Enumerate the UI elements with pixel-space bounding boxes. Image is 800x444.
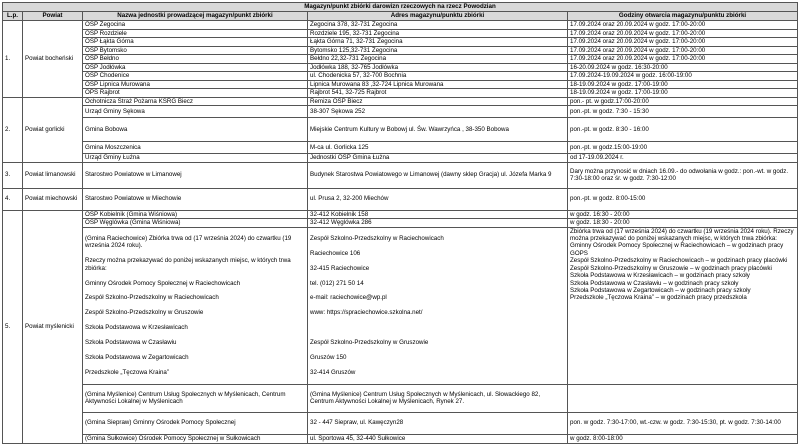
line: Gruszów 150 xyxy=(310,353,347,361)
table-row xyxy=(3,29,798,38)
hours-cell: 18-19.09.2024 w godz. 17:00-19:00 xyxy=(568,89,798,98)
line: Szkoła Podstawowa w Czasławiu – w godzinach pracy szkoły xyxy=(570,279,739,287)
address-cell: Żegocina 378, 32-731 Żegocina xyxy=(308,21,568,30)
name-cell: OSP Węglówka (Gmina Wiśniowa) xyxy=(83,219,308,228)
hours-cell: pon.- pt. w godz.17:00-20:00 xyxy=(568,97,798,106)
line: Gminny Ośrodek Pomocy Społecznej w Raciechowicach xyxy=(85,279,241,287)
table-row xyxy=(3,97,798,106)
lp-cell: 4. xyxy=(3,188,23,210)
line: Szkoła Podstawowa w Krzesławicach – w godzinach pracy szkoły xyxy=(570,272,750,280)
address-cell: ul. Prusa 2, 32-200 Miechów xyxy=(308,188,568,210)
address-cell: Miejskie Centrum Kultury w Bobowj ul. Św. Wawrzyńca , 38-350 Bobowa xyxy=(308,118,568,142)
lp-cell: 5. xyxy=(3,210,23,443)
line: Zespół Szkolno-Przedszkolny w Gruszowie – w godzinach pracy placówki xyxy=(570,264,772,272)
name-cell: OPS Rajbrot xyxy=(83,89,308,98)
address-cell: Bytomsko 125,32-731 Żegocina xyxy=(308,46,568,55)
table-row xyxy=(3,55,798,64)
hours-cell: 17.09.2024-19.09.2024 w godz. 16:00-19:00 xyxy=(568,72,798,81)
table-row xyxy=(3,63,798,72)
name-cell: OSP Lipnica Murowana xyxy=(83,80,308,89)
table-row xyxy=(3,219,798,228)
line: (Gmina Raciechowice) Zbiórka trwa od (17 września 2024) do czwartku (19 września 2024 roku). xyxy=(85,234,292,250)
line: Szkoła Podstawowa w Czasławiu xyxy=(85,339,177,347)
hours-cell: w godz. 8:00-18:00 xyxy=(568,434,798,443)
table-row xyxy=(3,412,798,434)
name-cell: OSP Jodłówka xyxy=(83,63,308,72)
name-cell: OSP Kobielnik (Gmina Wiśniowa) xyxy=(83,210,308,219)
hours-cell: 17.09.2024 oraz 20.09.2024 w godz. 17:00-20:00 xyxy=(568,38,798,47)
address-cell: 38-307 Sękowa 252 xyxy=(308,106,568,118)
lp-cell: 2. xyxy=(3,97,23,162)
table-row xyxy=(3,384,798,412)
line: Przedszkole „Tęczowa Kraina” xyxy=(85,368,169,376)
hours-cell xyxy=(568,227,798,384)
line: Szkoła Podstawowa w Zegartowicach xyxy=(85,353,189,361)
header-powiat: Powiat xyxy=(23,12,83,21)
line: Zespół Szkolno-Przedszkolny w Gruszowie xyxy=(85,309,204,317)
hours-cell: pon.-pt. w godz. 7:30 - 15:30 xyxy=(568,106,798,118)
line: Szkoła Podstawowa w Krzesławicach xyxy=(85,324,188,332)
header-lp: L.p. xyxy=(3,12,23,21)
header-row xyxy=(3,12,798,21)
line: Przedszkole „Tęczowa Kraina” – w godzinach pracy przedszkola xyxy=(570,294,747,302)
hours-cell: 17.09.2024 oraz 20.09.2024 w godz. 17:00-20:00 xyxy=(568,46,798,55)
table-row xyxy=(3,118,798,142)
name-cell: Urząd Gminy Łużna xyxy=(83,154,308,163)
header-name: Nazwa jednostki prowadzącej magazyn/punkt zbiórki xyxy=(83,12,308,21)
table-row xyxy=(3,162,798,188)
name-cell: (Gmina Siepraw) Gminny Ośrodek Pomocy Społecznej xyxy=(83,412,308,434)
hours-cell: 17.09.2024 oraz 20.09.2024 w godz. 17:00-20:00 xyxy=(568,21,798,30)
table-row xyxy=(3,142,798,154)
address-cell: Łąkta Górna 71, 32-731 Żegocina xyxy=(308,38,568,47)
name-cell: (Gmina Myślenice) Centrum Usług Społecznych w Myślenicach, Centrum Aktywności Lokalnej w Myślenicach xyxy=(83,384,308,412)
name-cell: Gmina Moszczenica xyxy=(83,142,308,154)
lp-cell: 3. xyxy=(3,162,23,188)
address-cell: (Gmina Myślenice) Centrum Usług Społecznych w Myślenicach, ul. Słowackiego 82, Centrum Aktywności Lokalnej w Myślenicach, Rynek 27. xyxy=(308,384,568,412)
name-cell: OSP Rozdziele xyxy=(83,29,308,38)
address-cell: Rozdziele 195, 32-731 Żegocina xyxy=(308,29,568,38)
line xyxy=(310,324,565,331)
table-row xyxy=(3,89,798,98)
table-row xyxy=(3,188,798,210)
hours-cell: od 17-19.09.2024 r. xyxy=(568,154,798,163)
table-row xyxy=(3,38,798,47)
address-cell: M-ca ul. Gorlicka 125 xyxy=(308,142,568,154)
line: 32-414 Gruszów xyxy=(310,368,356,376)
address-cell: Remiza OSP Biecz xyxy=(308,97,568,106)
line: Zbiórka trwa od (17 września 2024) do czwartku (19 września 2024 roku). Rzeczy można przekazywać do poniżej wskazanych miejsc, w których trwa zbiórka: xyxy=(570,227,794,242)
hours-cell: pon.-pt. w godz. 8:00-15:00 xyxy=(568,188,798,210)
address-cell: ul. Sportowa 45, 32-440 Sułkowice xyxy=(308,434,568,443)
address-cell: Jednostki OSP Gmina Łużna xyxy=(308,154,568,163)
name-cell: OSP Żegocina xyxy=(83,21,308,30)
name-cell: Gmina Bobowa xyxy=(83,118,308,142)
table-row xyxy=(3,80,798,89)
line: Rzeczy można przekazywać do poniżej wskazanych miejsc, w których trwa zbiórka: xyxy=(85,257,291,272)
table-row xyxy=(3,106,798,118)
hours-cell xyxy=(568,384,798,412)
address-cell xyxy=(308,227,568,384)
hours-cell: Dary można przynosić w dniach 16.09.- do odwołania w godz.: pon.-wt. w godz. 7:30-18:00 oraz śr. w godz. 7:30-12:00 xyxy=(568,162,798,188)
table-row xyxy=(3,434,798,443)
table-row xyxy=(3,210,798,219)
name-cell: OSP Chodenice xyxy=(83,72,308,81)
address-cell: 32 - 447 Siepraw, ul. Kawęczyn28 xyxy=(308,412,568,434)
address-cell: Jodłówka 188, 32-765 Jodłówka xyxy=(308,63,568,72)
title-row xyxy=(3,3,798,12)
hours-cell: w godz. 16:30 - 20:00 xyxy=(568,210,798,219)
name-cell xyxy=(83,227,308,384)
address-cell: 32-412 Kobielnik 158 xyxy=(308,210,568,219)
powiat-cell: Powiat gorlicki xyxy=(23,97,83,162)
table-row xyxy=(3,154,798,163)
line: Zespół Szkolno-Przedszkolny w Raciechowicach – w godzinach pracy placówki xyxy=(570,257,788,265)
table-row-raciechowice xyxy=(3,227,798,384)
hours-cell: 18-19.09.2024 w godz. 17:00-19:00 xyxy=(568,80,798,89)
name-cell: Ochotnicza Straż Pożarna KSRG Biecz xyxy=(83,97,308,106)
address-cell: Bełdno 22,32-731 Żegocina xyxy=(308,55,568,64)
header-hours: Godziny otwarcia magazynu/punktu zbiórki xyxy=(568,12,798,21)
hours-cell: 16-20.09.2024 w godz. 16:30-20:00 xyxy=(568,63,798,72)
name-cell: Urząd Gminy Sękowa xyxy=(83,106,308,118)
name-cell: OSP Łąkta Górna xyxy=(83,38,308,47)
name-cell: Starostwo Powiatowe w Miechowie xyxy=(83,188,308,210)
address-cell: 32-412 Węglówka 286 xyxy=(308,219,568,228)
collection-points-table xyxy=(2,2,798,444)
line: Szkoła Podstawowa w Zegartowicach – w godzinach pracy szkoły xyxy=(570,287,751,294)
powiat-cell: Powiat myślenicki xyxy=(23,210,83,443)
line: tel. (012) 271 50 14 xyxy=(310,279,364,287)
table-row xyxy=(3,46,798,55)
line: Raciechowice 106 xyxy=(310,249,361,257)
powiat-cell: Powiat miechowski xyxy=(23,188,83,210)
table-title: Magazyn/punkt zbiórki darowizn rzeczowych na rzecz Powodzian xyxy=(3,3,798,12)
table-row xyxy=(3,72,798,81)
hours-cell: 17.09.2024 oraz 20.09.2024 w godz. 17:00-20:00 xyxy=(568,55,798,64)
address-cell: ul. Chodenicka 57, 32-700 Bochnia xyxy=(308,72,568,81)
line: e-mail: raciechowice@wp.pl xyxy=(310,294,387,302)
name-cell: Starostwo Powiatowe w Limanowej xyxy=(83,162,308,188)
name-cell: OSP Bełdno xyxy=(83,55,308,64)
line: 32-415 Raciechowice xyxy=(310,264,370,272)
name-cell: OSP Bytomsko xyxy=(83,46,308,55)
hours-cell: w godz. 18:30 - 20:00 xyxy=(568,219,798,228)
name-cell: (Gmina Sułkowice) Ośrodek Pomocy Społecznej w Sułkowicach xyxy=(83,434,308,443)
table-row xyxy=(3,21,798,30)
powiat-cell: Powiat bocheński xyxy=(23,21,83,98)
line: Zespół Szkolno-Przedszkolny w Raciechowicach xyxy=(310,234,444,242)
hours-cell: pon. w godz. 7:30-17:00, wt.-czw. w godz. 7:30-15:30, pt. w godz. 7:30-14:00 xyxy=(568,412,798,434)
address-cell: Budynek Starostwa Powiatowego w Limanowej (dawny sklep Gracja) ul. Józefa Marka 9 xyxy=(308,162,568,188)
line: Zespół Szkolno-Przedszkolny w Gruszowie xyxy=(310,339,429,347)
line: Zespół Szkolno-Przedszkolny w Raciechowicach xyxy=(85,294,219,302)
header-address: Adres magazynu/punktu zbiórki xyxy=(308,12,568,21)
hours-cell: pon.-pt. w godz.15:00-19:00 xyxy=(568,142,798,154)
hours-cell: 17.09.2024 oraz 20.09.2024 w godz. 17:00-20:00 xyxy=(568,29,798,38)
line: www: https://spraciechowice.szkolna.net/ xyxy=(310,309,423,317)
address-cell: Rajbrot 541, 32-725 Rajbrot xyxy=(308,89,568,98)
powiat-cell: Powiat limanowski xyxy=(23,162,83,188)
lp-cell: 1. xyxy=(3,21,23,98)
hours-cell: pon.-pt. w godz. 8:30 - 16:00 xyxy=(568,118,798,142)
line: Gminny Ośrodek Pomocy Społecznej w Raciechowicach – w godzinach pracy GOPS xyxy=(570,242,784,257)
address-cell: Lipnica Murowana 83 ,32-724 Lipnica Murowana xyxy=(308,80,568,89)
